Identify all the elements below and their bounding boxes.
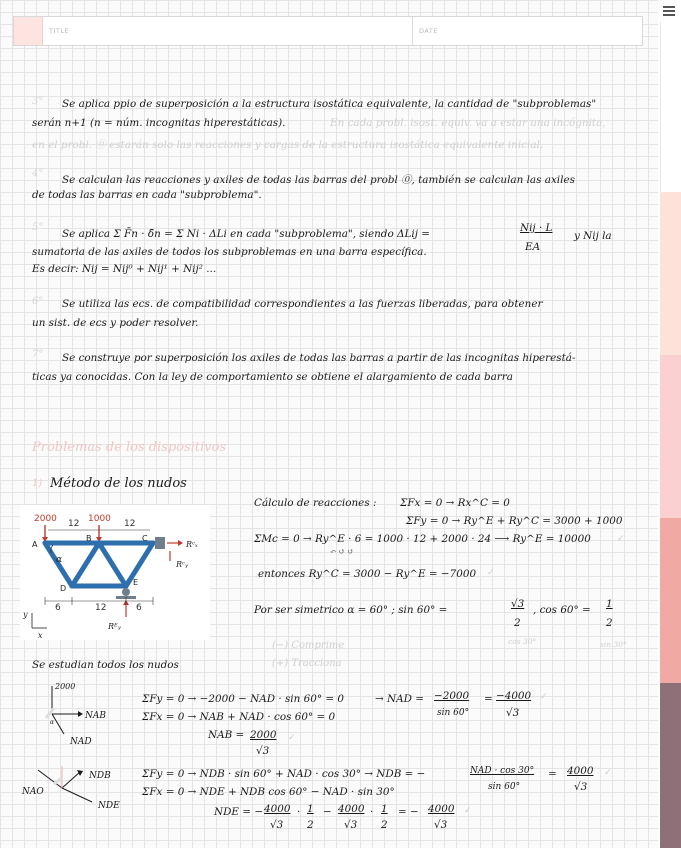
- frac-num: 4000: [428, 803, 455, 815]
- frac-den: √3: [434, 819, 448, 831]
- equation: ΣFx = 0 → NAB + NAD · cos 60° = 0: [142, 711, 336, 723]
- header-accent: [14, 17, 43, 45]
- section-tab-3[interactable]: [660, 355, 681, 518]
- force-label: NAB: [85, 711, 106, 721]
- node-label: B: [86, 534, 92, 543]
- frac-num: √3: [511, 598, 525, 610]
- frac-num: 4000: [264, 803, 291, 815]
- roller-support: [122, 588, 130, 596]
- node-label: A: [32, 540, 38, 549]
- step5-frac-num: Nij · L: [520, 222, 553, 234]
- page-header: [13, 16, 643, 46]
- node-label: C: [142, 534, 148, 543]
- equation: ΣFy = 0 → NDB · sin 60° + NAD · cos 30° → NDB = −: [142, 768, 426, 780]
- check-mark: ✓: [604, 768, 612, 778]
- angle-label: α: [50, 719, 55, 726]
- step5-line1-end: y Nij la: [574, 230, 612, 242]
- dimension-label: 6: [55, 603, 61, 613]
- frac-den: 2: [514, 617, 521, 629]
- operator: = −: [398, 806, 419, 818]
- check-mark: ✓: [487, 568, 495, 578]
- node-a-diagram: [32, 678, 132, 748]
- equation: Por ser simetrico α = 60° ; sin 60° =: [254, 604, 448, 616]
- angle-mark: [54, 778, 62, 784]
- step-number: 5°: [32, 222, 44, 233]
- step-number: 6°: [32, 296, 44, 307]
- check-mark: ✓: [540, 692, 548, 702]
- step3-line2-note: En cada probl. isost. equiv. va a estar una incógnita,: [330, 117, 606, 129]
- frac-den: √3: [256, 745, 270, 757]
- equals: =: [484, 693, 493, 705]
- force-arrow: [62, 772, 80, 788]
- axis-label: x: [38, 631, 43, 640]
- truss-diagram: [20, 505, 210, 640]
- equals: =: [548, 768, 557, 780]
- sign-convention: (+) Tracciona: [272, 658, 342, 669]
- force-arrow: [62, 788, 92, 802]
- step6-line1: Se utiliza las ecs. de compatibilidad correspondientes a las fuerzas liberadas, para obtener: [62, 298, 543, 310]
- step6-line2: un sist. de ecs y poder resolver.: [32, 317, 199, 329]
- menu-icon[interactable]: [662, 4, 676, 18]
- load-label: 2000: [34, 514, 57, 524]
- axis-label: y: [23, 610, 28, 619]
- frac-den: sin 60°: [488, 782, 521, 792]
- load-label: 2000: [55, 682, 76, 691]
- step-number: 7°: [32, 349, 44, 360]
- equation: → NAD =: [375, 693, 424, 705]
- equation: ΣMc = 0 → Ry^E · 6 = 1000 · 12 + 2000 · 24 ⟶ Ry^E = 10000: [254, 533, 591, 545]
- frac-num: −4000: [496, 690, 532, 702]
- frac-num: NAD · cos 30°: [470, 766, 535, 776]
- frac-den: sin 60°: [437, 708, 470, 718]
- node-d-diagram: [20, 762, 130, 810]
- frac-num: −2000: [434, 690, 470, 702]
- step5-line3: Es decir: Nij = Nij⁰ + Nij¹ + Nij² ...: [32, 263, 217, 275]
- frac-den: √3: [344, 819, 358, 831]
- section-title: Problemas de los dispositivos: [32, 440, 227, 455]
- step7-line2: ticas ya conocidas. Con la ley de comportamiento se obtiene el alargamiento de cada barra: [32, 371, 513, 383]
- node-label: E: [133, 578, 139, 587]
- title-field[interactable]: TITLE: [43, 17, 413, 45]
- equation: ΣFy = 0 → Ry^E + Ry^C = 3000 + 1000: [406, 515, 623, 527]
- load-label: 1000: [88, 514, 111, 524]
- angle-label: α: [56, 555, 63, 565]
- arrowhead: [77, 770, 83, 776]
- operator: −: [323, 806, 332, 818]
- dimension-label: 12: [124, 519, 136, 529]
- frac-num: 4000: [338, 803, 365, 815]
- force-label: NDE: [98, 801, 120, 810]
- dimension-label: 12: [68, 519, 80, 529]
- equation: ΣFx = 0 → NDE + NDB cos 60° − NAD · sin 30°: [142, 786, 395, 798]
- step5-line1: Se aplica Σ F̄n · δ̄n = Σ Ni · ΔLi en cada "subproblema", siendo ΔLij =: [62, 228, 430, 240]
- step4-line1: Se calculan las reacciones y axiles de todas las barras del probl ⓪, también se calculan las axiles: [62, 174, 575, 186]
- section-tab-5[interactable]: [660, 683, 681, 848]
- frac-den: 2: [307, 819, 314, 831]
- angle-mark: [46, 708, 54, 718]
- frac-den: √3: [506, 707, 520, 719]
- cos30-note: cos 30°: [508, 637, 537, 646]
- sin30-note: sin 30°: [600, 640, 627, 649]
- equation: ΣFx = 0 → Rx^C = 0: [400, 497, 510, 509]
- equation: , cos 60° =: [533, 604, 591, 616]
- check-mark: ✓: [464, 806, 472, 816]
- operator: ·: [297, 806, 301, 818]
- frac-num: 4000: [567, 765, 594, 777]
- dimension-label: 12: [95, 603, 107, 613]
- check-mark: ✓: [617, 534, 625, 544]
- step5-frac-den: EA: [525, 241, 541, 253]
- nodes-title: Se estudian todos los nudos: [32, 659, 179, 671]
- frac-num: 2000: [250, 729, 277, 741]
- frac-den: √3: [574, 781, 588, 793]
- step5-line2: sumatoria de las axiles de todos los subproblemas en una barra específica.: [32, 246, 427, 258]
- section-tab-1[interactable]: [660, 22, 681, 192]
- reaction-label: Rᶜᵧ: [176, 560, 188, 569]
- method-title: Método de los nudos: [50, 476, 187, 491]
- equation: NDE = −: [214, 806, 264, 818]
- equation: entonces Ry^C = 3000 − Ry^E = −7000: [258, 568, 477, 580]
- step-number: 4°: [32, 168, 44, 179]
- step4-line2: de todas las barras en cada "subproblema".: [32, 189, 262, 201]
- frac-den: √3: [270, 819, 284, 831]
- step3-line2: serán n+1 (n = núm. incognitas hiperestáticas).: [32, 117, 286, 129]
- arrowhead: [78, 711, 83, 717]
- step3-line3-note: en el probl. ⓪ estarán solo las reacciones y cargas de la estructura isostática equivalente inicial.: [32, 139, 544, 151]
- frac-num: 1: [381, 803, 388, 815]
- method-number: 1): [32, 478, 43, 489]
- section-tab-4[interactable]: [660, 518, 681, 683]
- frac-num: 1: [307, 803, 314, 815]
- dimension-label: 6: [136, 603, 142, 613]
- frac-den: 2: [381, 819, 388, 831]
- frac-num: 1: [606, 598, 613, 610]
- frac-den: 2: [606, 617, 613, 629]
- reaction-label: Rᶜₓ: [186, 540, 198, 549]
- node-label: D: [60, 584, 67, 593]
- section-tab-2[interactable]: [660, 192, 681, 355]
- moment-marks: ↶ ↺ ↺: [330, 547, 354, 556]
- operator: ·: [370, 806, 374, 818]
- step-number: 3°: [32, 96, 44, 107]
- force-label: NAD: [70, 737, 92, 747]
- equation: NAB =: [208, 729, 245, 741]
- reactions-label: Cálculo de reacciones :: [254, 497, 377, 509]
- equation: ΣFy = 0 → −2000 − NAD · sin 60° = 0: [142, 693, 344, 705]
- force-label: NAO: [22, 787, 44, 797]
- step3-line1: Se aplica ppio de superposición a la estructura isostática equivalente, la cantidad de "subproblemas": [62, 98, 597, 110]
- step7-line1: Se construye por superposición los axiles de todas las barras a partir de las incognitas hiperestá-: [62, 352, 576, 364]
- reaction-label: Rᴱᵧ: [108, 622, 121, 631]
- date-field[interactable]: DATE: [419, 27, 438, 35]
- force-label: NDB: [89, 771, 111, 781]
- wall-support: [155, 537, 165, 549]
- sign-convention: (−) Comprime: [272, 640, 345, 651]
- check-mark: ✓: [288, 733, 296, 743]
